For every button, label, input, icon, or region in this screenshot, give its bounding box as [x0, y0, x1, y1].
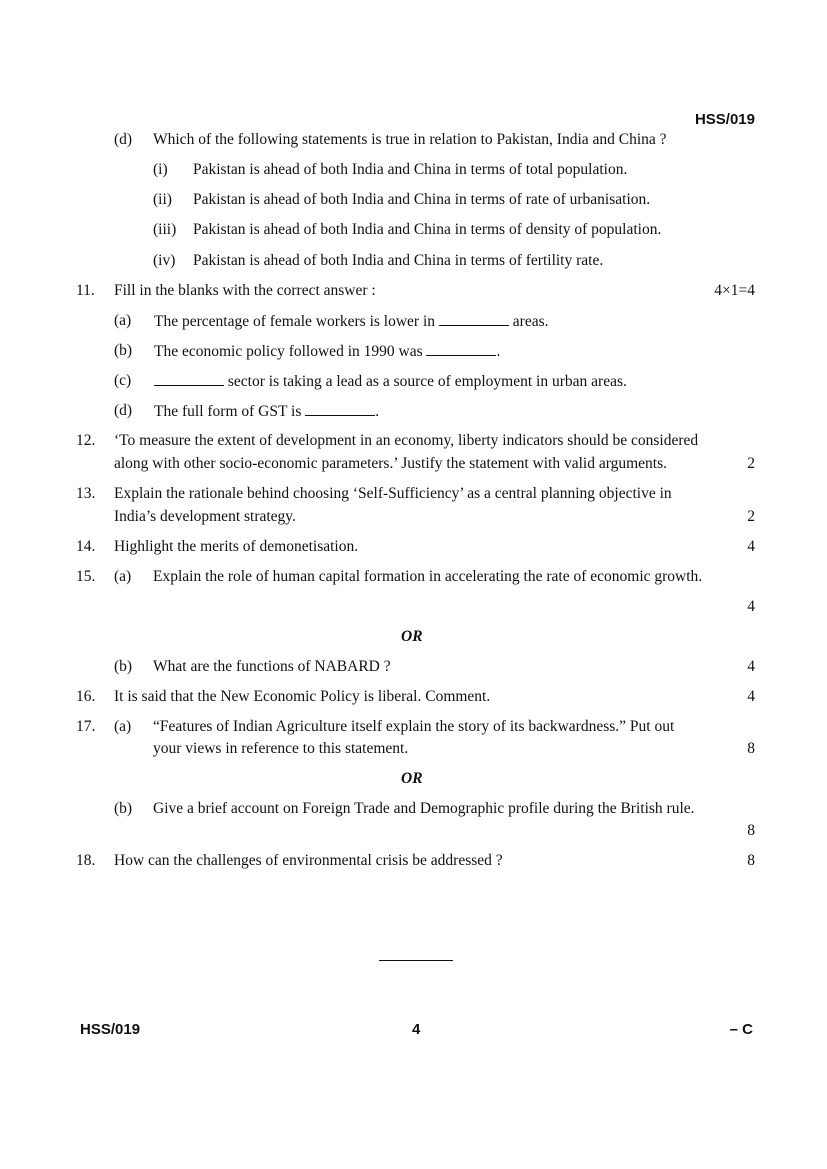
q10d-text: Which of the following statements is true in relation to Pakistan, India and China ? — [153, 131, 667, 148]
q10d-option-text: Pakistan is ahead of both India and China in terms of rate of urbanisation. — [193, 191, 651, 208]
q15b-marks: 4 — [747, 658, 755, 675]
q12-line2: along with other socio-economic parameters.’ Justify the statement with valid arguments. — [114, 455, 667, 472]
q16-number: 16. — [76, 688, 96, 705]
q10d-option-text: Pakistan is ahead of both India and China in terms of density of population. — [193, 221, 662, 238]
q17a-marks: 8 — [747, 740, 755, 757]
q10d-option-label: (iv) — [153, 252, 176, 269]
q15b-text: What are the functions of NABARD ? — [153, 658, 391, 675]
q10d-option-label: (i) — [153, 161, 168, 178]
q11c-after: sector is taking a lead as a source of employment in urban areas. — [227, 373, 627, 390]
q11c-blank — [154, 371, 224, 386]
q11a-before: The percentage of female workers is lower in — [154, 313, 436, 330]
q17b-label: (b) — [114, 800, 133, 817]
q17a-line1: “Features of Indian Agriculture itself explain the story of its backwardness.” Put out — [153, 718, 675, 735]
q17b-marks: 8 — [747, 822, 755, 839]
q11a-text — [154, 311, 549, 332]
q15-or: OR — [401, 628, 423, 645]
q10d-option-label: (ii) — [153, 191, 172, 208]
q13-number: 13. — [76, 485, 96, 502]
q11b-text — [154, 341, 500, 362]
q17-number: 17. — [76, 718, 96, 735]
q11b-blank — [426, 341, 496, 356]
q15a-marks: 4 — [747, 598, 755, 615]
q10d-option-label: (iii) — [153, 221, 177, 238]
q11c-text — [154, 371, 627, 392]
q15a-text: Explain the role of human capital formation in accelerating the rate of economic growth. — [153, 568, 703, 585]
footer-code: HSS/019 — [80, 1021, 141, 1038]
q13-marks: 2 — [747, 508, 755, 525]
q15b-label: (b) — [114, 658, 133, 675]
q11a-after: areas. — [512, 313, 549, 330]
q17b-text: Give a brief account on Foreign Trade and Demographic profile during the British rule. — [153, 800, 695, 817]
q15-number: 15. — [76, 568, 96, 585]
q11d-after: . — [375, 403, 380, 420]
q13-line2: India’s development strategy. — [114, 508, 296, 525]
footer-page-number: 4 — [412, 1021, 421, 1038]
end-rule — [379, 960, 453, 961]
q16-marks: 4 — [747, 688, 755, 705]
q11d-blank — [305, 401, 375, 416]
q14-number: 14. — [76, 538, 96, 555]
q14-marks: 4 — [747, 538, 755, 555]
q10d-option-text: Pakistan is ahead of both India and China in terms of fertility rate. — [193, 252, 604, 269]
footer-set: – C — [729, 1021, 753, 1038]
q10d-option-text: Pakistan is ahead of both India and China in terms of total population. — [193, 161, 628, 178]
q11b-before: The economic policy followed in 1990 was — [154, 343, 423, 360]
q11-number: 11. — [76, 282, 95, 299]
q17a-label: (a) — [114, 718, 132, 735]
q18-text: How can the challenges of environmental crisis be addressed ? — [114, 852, 503, 869]
q11a-label: (a) — [114, 312, 132, 329]
q11-text: Fill in the blanks with the correct answer : — [114, 282, 376, 299]
q16-text: It is said that the New Economic Policy is liberal. Comment. — [114, 688, 491, 705]
q12-number: 12. — [76, 432, 96, 449]
q18-marks: 8 — [747, 852, 755, 869]
q11-marks: 4×1=4 — [714, 282, 755, 299]
header-code: HSS/019 — [694, 111, 755, 128]
q11b-after: . — [496, 343, 501, 360]
q11b-label: (b) — [114, 342, 133, 359]
q11d-label: (d) — [114, 402, 133, 419]
q12-marks: 2 — [747, 455, 755, 472]
q18-number: 18. — [76, 852, 96, 869]
q17a-line2: your views in reference to this statement. — [153, 740, 409, 757]
q14-text: Highlight the merits of demonetisation. — [114, 538, 359, 555]
q17-or: OR — [401, 770, 423, 787]
q15a-label: (a) — [114, 568, 132, 585]
q10d-label: (d) — [114, 131, 133, 148]
q12-line1: ‘To measure the extent of development in an economy, liberty indicators should be considered — [114, 432, 699, 449]
q11a-blank — [439, 311, 509, 326]
q11d-before: The full form of GST is — [154, 403, 302, 420]
q11c-label: (c) — [114, 372, 132, 389]
q11d-text — [154, 401, 379, 422]
q13-line1: Explain the rationale behind choosing ‘Self-Sufficiency’ as a central planning objective in — [114, 485, 672, 502]
